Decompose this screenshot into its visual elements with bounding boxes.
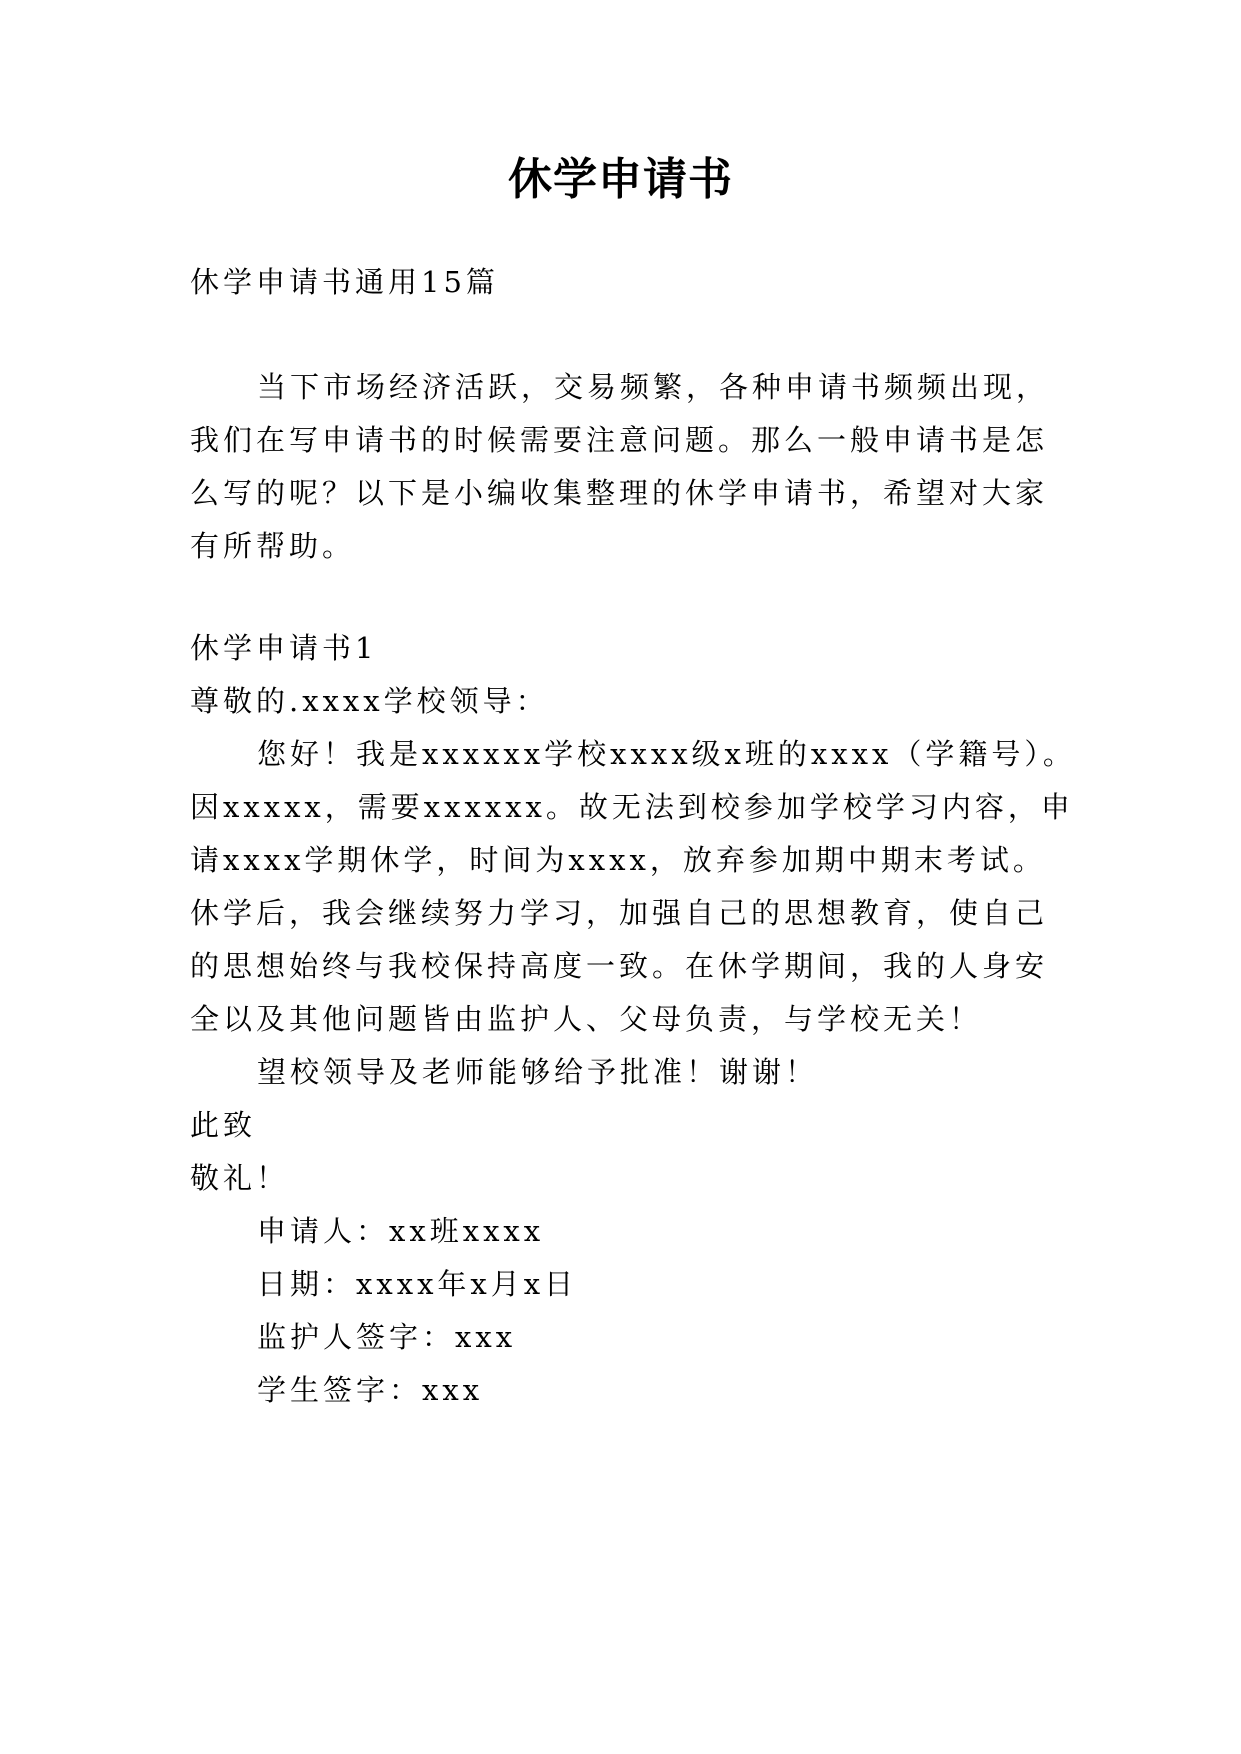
intro-paragraph-line: 么写的呢？以下是小编收集整理的休学申请书，希望对大家: [190, 476, 1049, 510]
date-line: 日期：xxxx年x月x日: [257, 1267, 578, 1301]
body-paragraph-line: 全以及其他问题皆由监护人、父母负责，与学校无关！: [190, 1002, 983, 1036]
intro-paragraph-line: 当下市场经济活跃，交易频繁，各种申请书频频出现，: [257, 370, 1050, 404]
body-paragraph-line: 请xxxx学期休学，时间为xxxx，放弃参加期中期末考试。: [190, 843, 1046, 877]
body-paragraph-line: 您好！我是xxxxxx学校xxxx级x班的xxxx（学籍号）。: [257, 737, 1076, 771]
applicant-line: 申请人：xx班xxxx: [257, 1214, 545, 1248]
body-paragraph-line: 的思想始终与我校保持高度一致。在休学期间，我的人身安: [190, 949, 1049, 983]
salutation: 尊敬的.xxxx学校领导：: [190, 684, 549, 718]
closing-line: 敬礼！: [190, 1161, 290, 1195]
student-signature-line: 学生签字：xxx: [257, 1373, 484, 1407]
intro-paragraph-line: 有所帮助。: [190, 529, 356, 563]
guardian-signature-line: 监护人签字：xxx: [257, 1320, 517, 1354]
section-heading: 休学申请书1: [190, 631, 378, 665]
body-paragraph-line: 因xxxxx，需要xxxxxx。故无法到校参加学校学习内容，申: [190, 790, 1074, 824]
document-subtitle: 休学申请书通用15篇: [190, 265, 499, 299]
closing-line: 此致: [190, 1108, 257, 1142]
body-paragraph-line: 休学后，我会继续努力学习，加强自己的思想教育，使自己: [190, 896, 1049, 930]
request-line: 望校领导及老师能够给予批准！谢谢！: [257, 1055, 819, 1089]
document-title: 休学申请书: [508, 154, 733, 205]
intro-paragraph-line: 我们在写申请书的时候需要注意问题。那么一般申请书是怎: [190, 423, 1049, 457]
